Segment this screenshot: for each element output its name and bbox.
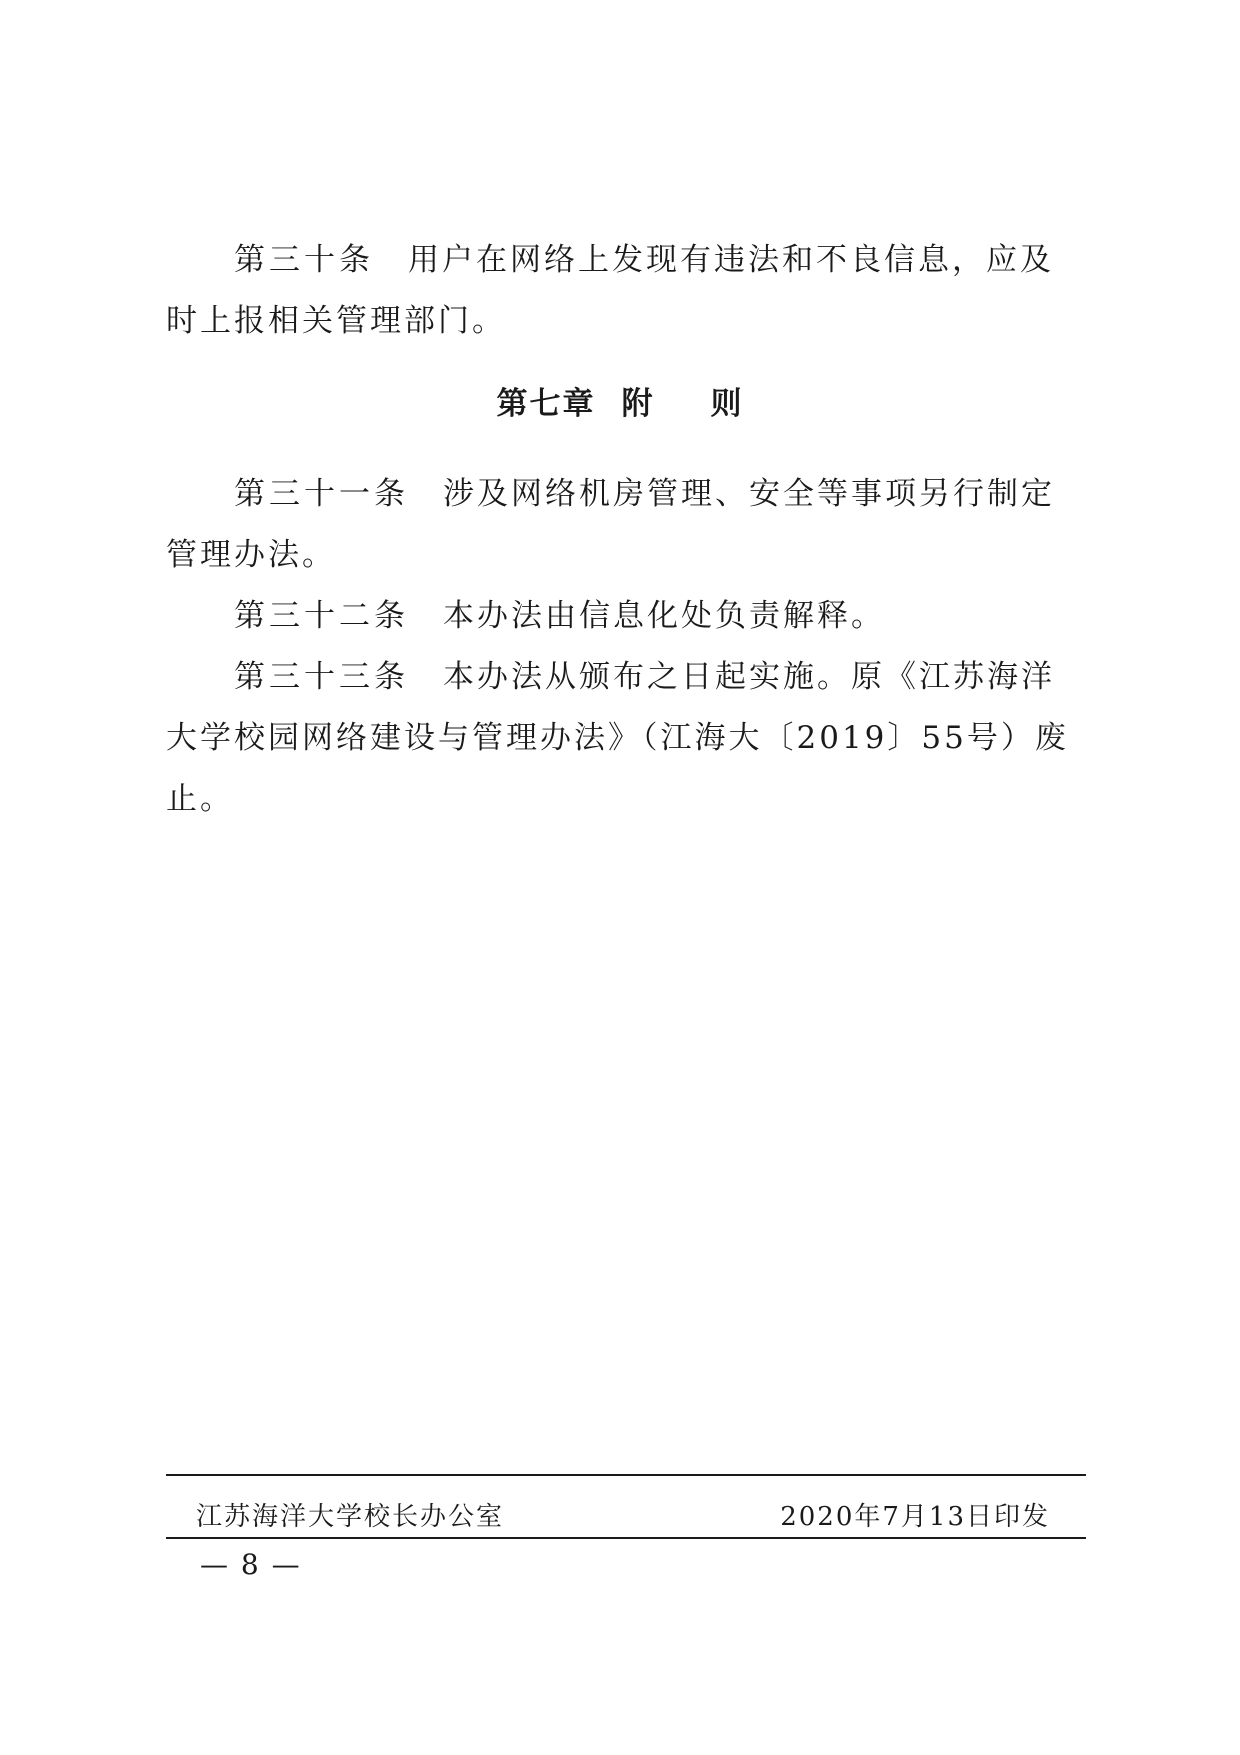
- article-text: 涉及网络机房管理、安全等事项另行制定管理办法。: [166, 476, 1055, 573]
- article-label: 第三十一条: [234, 476, 409, 512]
- footer-date: 2020年7月13日印发: [780, 1502, 1050, 1532]
- article-text: 本办法由信息化处负责解释。: [443, 598, 885, 634]
- article-30: [166, 230, 1086, 352]
- article-33: [166, 647, 1086, 830]
- article-label: 第三十三条: [234, 659, 409, 695]
- article-label: 第三十条: [234, 242, 374, 278]
- article-32: [166, 586, 1086, 647]
- article-label: 第三十二条: [234, 598, 409, 634]
- article-text: 用户在网络上发现有违法和不良信息，应及时上报相关管理部门。: [166, 242, 1054, 339]
- article-31: [166, 464, 1086, 586]
- footer-bottom-rule: [166, 1537, 1086, 1539]
- chapter-number: 第七章: [496, 386, 596, 422]
- chapter-heading: [0, 378, 1240, 423]
- article-text: 本办法从颁布之日起实施。原《江苏海洋大学校园网络建设与管理办法》（江海大〔2019〕55号）废止。: [166, 659, 1069, 817]
- page-number: — 8 —: [200, 1548, 302, 1581]
- chapter-title-part1: 附: [621, 386, 655, 422]
- footer-top-rule: [166, 1474, 1086, 1476]
- chapter-title-part2: 则: [710, 386, 744, 422]
- footer-issuer: 江苏海洋大学校长办公室: [196, 1502, 505, 1532]
